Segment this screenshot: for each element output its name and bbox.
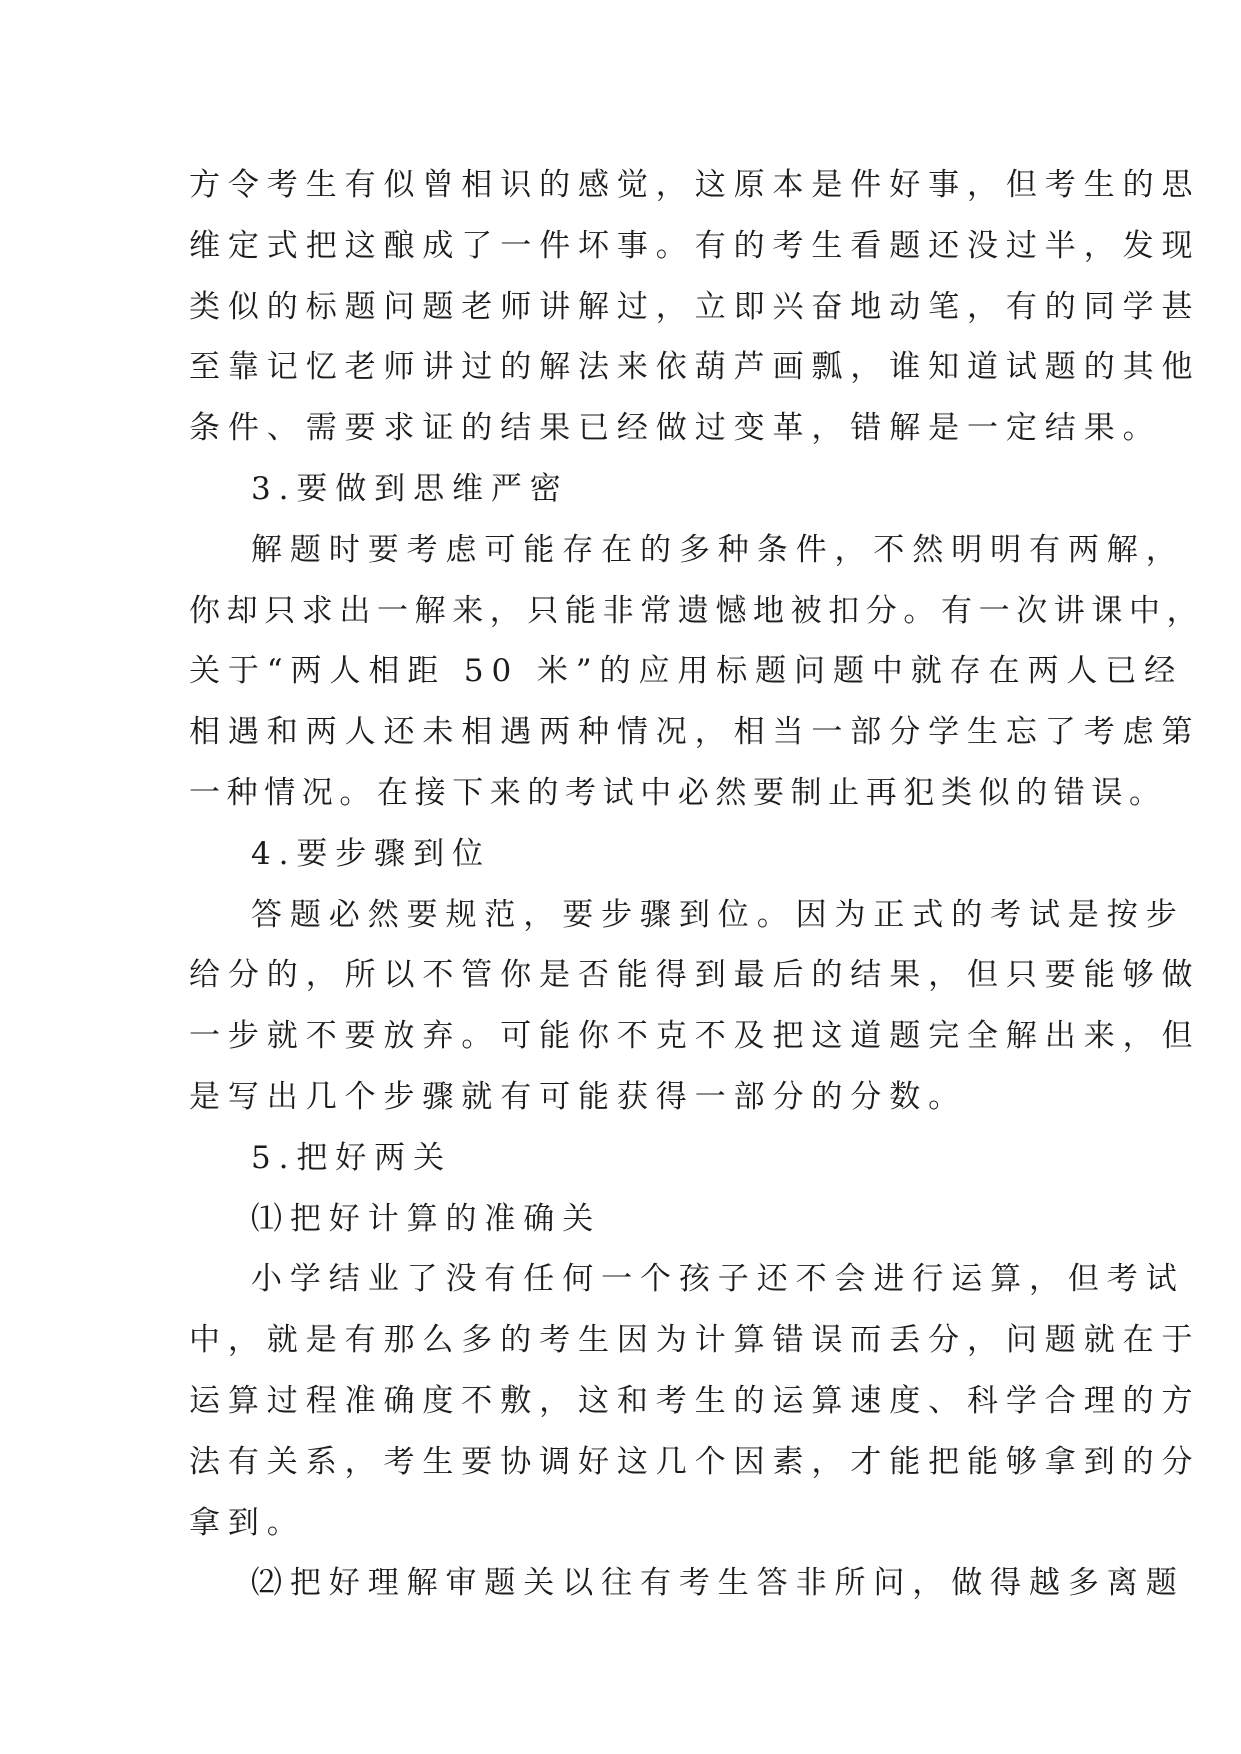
text-line: 至靠记忆老师讲过的解法来依葫芦画瓢，谁知道试题的其他	[189, 349, 1201, 386]
text-line: 相遇和两人还未相遇两种情况，相当一部分学生忘了考虑第	[189, 714, 1201, 751]
text-line: 方令考生有似曾相识的感觉，这原本是件好事，但考生的思	[189, 167, 1201, 203]
text-line: 解题时要考虑可能存在的多种条件，不然明明有两解，	[251, 531, 1185, 568]
text-line: ⑵把好理解审题关以往有考生答非所问，做得越多离题	[251, 1565, 1185, 1602]
text-line: 你却只求出一解来，只能非常遗憾地被扣分。有一次讲课中，	[189, 592, 1205, 629]
text-line: 4.要步骤到位	[251, 835, 491, 872]
text-line: ⑴把好计算的准确关	[251, 1200, 602, 1237]
text-line: 答题必然要规范，要步骤到位。因为正式的考试是按步	[251, 896, 1185, 933]
text-line: 小学结业了没有任何一个孩子还不会进行运算，但考试	[251, 1261, 1185, 1298]
text-line: 一种情况。在接下来的考试中必然要制止再犯类似的错误。	[189, 774, 1167, 811]
text-line: 运算过程准确度不敷，这和考生的运算速度、科学合理的方	[189, 1382, 1201, 1419]
text-line: 中，就是有那么多的考生因为计算错误而丢分，问题就在于	[189, 1322, 1201, 1359]
text-line: 拿到。	[189, 1504, 306, 1541]
text-line: 5.把好两关	[251, 1139, 452, 1176]
text-line: 是写出几个步骤就有可能获得一部分的分数。	[189, 1078, 967, 1115]
text-line: 给分的，所以不管你是否能得到最后的结果，但只要能够做	[189, 957, 1201, 994]
text-line: 关于“两人相距 50 米”的应用标题问题中就存在两人已经	[189, 653, 1184, 690]
text-line: 一步就不要放弃。可能你不克不及把这道题完全解出来，但	[189, 1018, 1201, 1055]
text-line: 法有关系，考生要协调好这几个因素，才能把能够拿到的分	[189, 1443, 1201, 1480]
body-text	[189, 155, 1205, 1614]
text-line: 维定式把这酿成了一件坏事。有的考生看题还没过半，发现	[189, 227, 1201, 264]
text-line: 类似的标题问题老师讲解过，立即兴奋地动笔，有的同学甚	[189, 288, 1201, 325]
text-line: 条件、需要求证的结果已经做过变革，错解是一定结果。	[189, 410, 1162, 447]
text-line: 3.要做到思维严密	[251, 470, 569, 507]
